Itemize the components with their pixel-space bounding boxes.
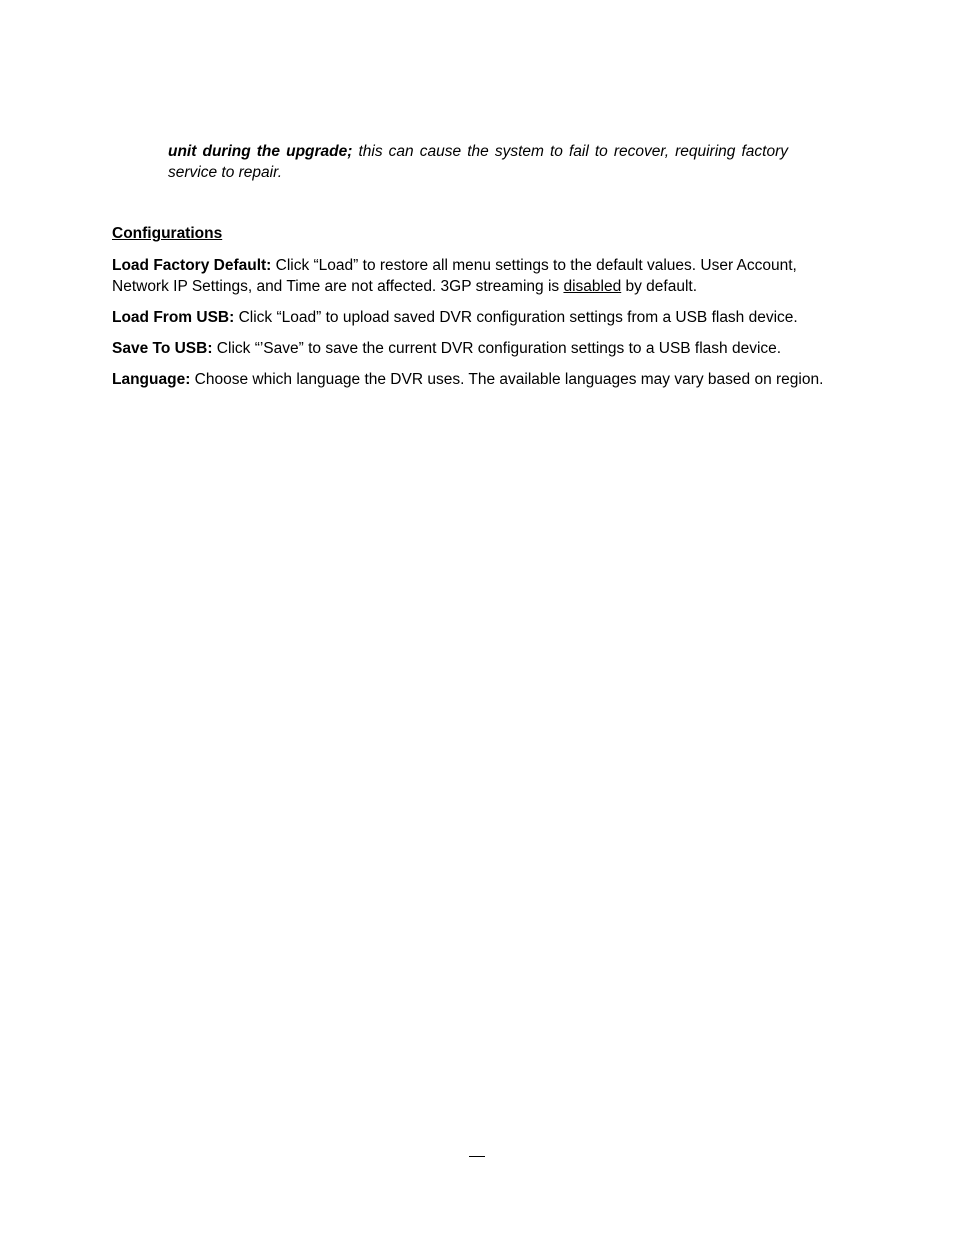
config-item-load-factory-default [112,255,832,297]
item-text-tail: by default. [621,278,698,295]
item-label: Load Factory Default: [112,257,272,274]
item-label: Save To USB: [112,340,213,357]
item-text: Click “Load” to upload saved DVR configuration settings from a USB flash device. [234,309,798,326]
warning-text: this can cause the system to fail to recover, requiring factory service to repair. [168,143,788,181]
underlined-term: disabled [563,278,622,295]
page-number-line [469,1156,485,1157]
config-item-language [112,369,872,390]
config-item-save-to-usb [112,338,832,359]
section-title-configurations: Configurations [112,225,223,242]
item-label: Language: [112,371,191,388]
item-label: Load From USB: [112,309,235,326]
upgrade-warning-note [168,141,788,183]
item-text: Click “Load” to restore all menu settings to the default values. User Account, Network IP Settings, and Time are not affected. 3GP streaming is [112,257,797,295]
warning-bold-text: unit during the upgrade; [168,143,353,160]
config-item-load-from-usb [112,307,832,328]
item-text: Choose which language the DVR uses. The available languages may vary based on region. [190,371,824,388]
item-text: Click “’Save” to save the current DVR configuration settings to a USB flash device. [212,340,782,357]
